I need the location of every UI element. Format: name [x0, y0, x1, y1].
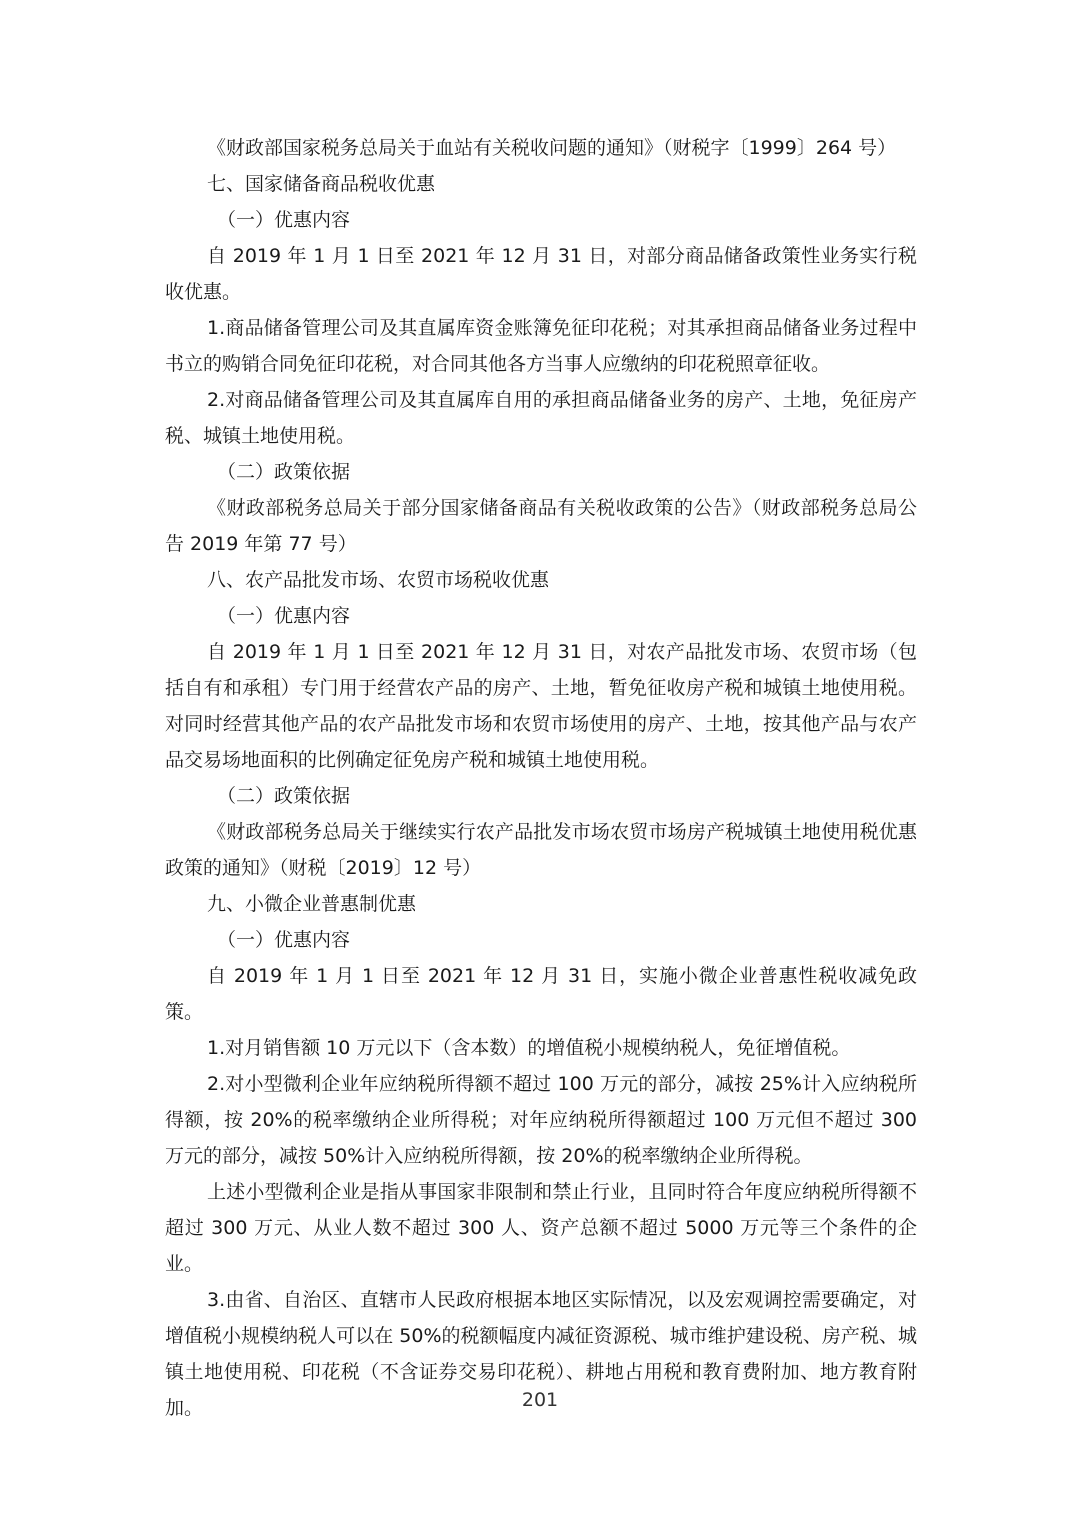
- paragraph: 2.对商品储备管理公司及其直属库自用的承担商品储备业务的房产、土地，免征房产税、城镇土地使用税。: [165, 389, 917, 447]
- paragraph: 1.商品储备管理公司及其直属库资金账簿免征印花税；对其承担商品储备业务过程中书立的购销合同免征印花税，对合同其他各方当事人应缴纳的印花税照章征收。: [165, 317, 917, 375]
- subsection-heading-basis: （二）政策依据: [217, 461, 351, 483]
- page-number: 201: [521, 1389, 559, 1411]
- paragraph: 自 2019 年 1 月 1 日至 2021 年 12 月 31 日，对部分商品储备政策性业务实行税收优惠。: [165, 245, 917, 303]
- section-heading-8: 八、农产品批发市场、农贸市场税收优惠: [207, 569, 550, 591]
- basis-citation: 《财政部税务总局关于继续实行农产品批发市场农贸市场房产税城镇土地使用税优惠政策的通知》（财税〔2019〕12 号）: [165, 821, 917, 879]
- paragraph: 自 2019 年 1 月 1 日至 2021 年 12 月 31 日，对农产品批发市场、农贸市场（包括自有和承租）专门用于经营农产品的房产、土地，暂免征收房产税和城镇土地使用税。对同时经营其他产品的农产品批发市场和农贸市场使用的房产、土地，按其他产品与农产品交易场地面积的比例确定征免房产税和城镇土地使用税。: [165, 641, 917, 771]
- paragraph: 3.由省、自治区、直辖市人民政府根据本地区实际情况，以及宏观调控需要确定，对增值税小规模纳税人可以在 50%的税额幅度内减征资源税、城市维护建设税、房产税、城镇土地使用税、印花税（不含证券交易印花税）、耕地占用税和教育费附加、地方教育附加。: [165, 1289, 917, 1419]
- subsection-heading-content: （一）优惠内容: [217, 929, 351, 951]
- body-text: [165, 130, 917, 1426]
- paragraph: 2.对小型微利企业年应纳税所得额不超过 100 万元的部分，减按 25%计入应纳税所得额，按 20%的税率缴纳企业所得税；对年应纳税所得额超过 100 万元但不超过 300 万元的部分，减按 50%计入应纳税所得额，按 20%的税率缴纳企业所得税。: [165, 1073, 917, 1167]
- paragraph: 自 2019 年 1 月 1 日至 2021 年 12 月 31 日，实施小微企业普惠性税收减免政策。: [165, 965, 917, 1023]
- basis-citation: 《财政部税务总局关于部分国家储备商品有关税收政策的公告》（财政部税务总局公告 2019 年第 77 号）: [165, 497, 917, 555]
- paragraph: 上述小型微利企业是指从事国家非限制和禁止行业，且同时符合年度应纳税所得额不超过 300 万元、从业人数不超过 300 人、资产总额不超过 5000 万元等三个条件的企业。: [165, 1181, 917, 1275]
- section-heading-7: 七、国家储备商品税收优惠: [207, 173, 436, 195]
- paragraph: 1.对月销售额 10 万元以下（含本数）的增值税小规模纳税人，免征增值税。: [207, 1037, 851, 1059]
- section-heading-9: 九、小微企业普惠制优惠: [207, 893, 417, 915]
- subsection-heading-content: （一）优惠内容: [217, 605, 351, 627]
- subsection-heading-basis: （二）政策依据: [217, 785, 351, 807]
- subsection-heading-content: （一）优惠内容: [217, 209, 351, 231]
- basis-citation-blood-station: 《财政部国家税务总局关于血站有关税收问题的通知》（财税字〔1999〕264 号）: [207, 137, 897, 159]
